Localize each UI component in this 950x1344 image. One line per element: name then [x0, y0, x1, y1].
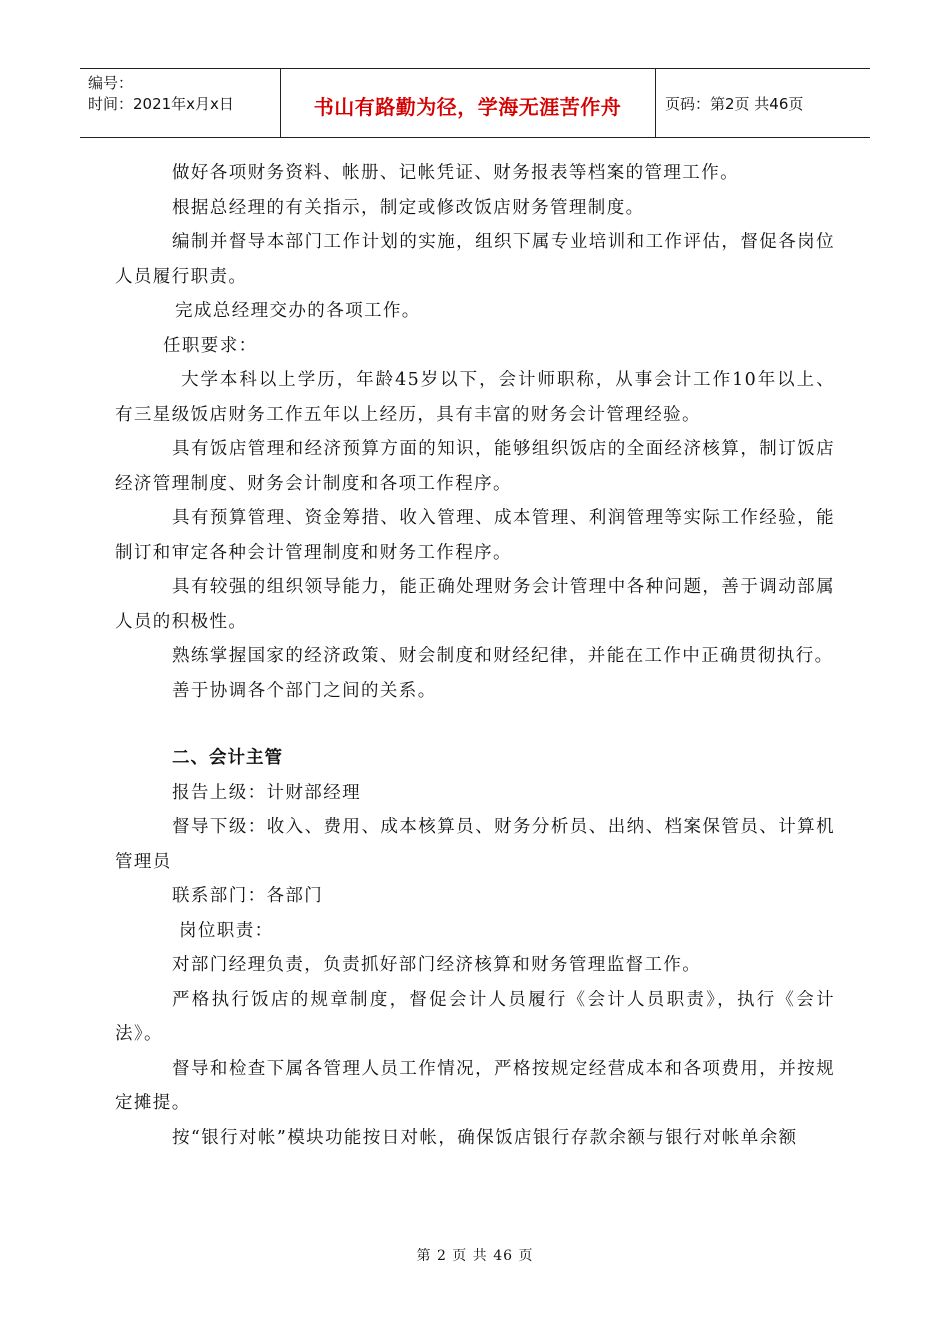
paragraph: 督导和检查下属各管理人员工作情况，严格按规定经营成本和各项费用，并按规定摊提。 — [115, 1058, 835, 1113]
page-footer: 第 2 页 共 46 页 — [416, 1248, 534, 1264]
page-header — [80, 68, 870, 138]
paragraph: 根据总经理的有关指示，制定或修改饭店财务管理制度。 — [172, 197, 645, 218]
header-divider — [655, 69, 656, 137]
paragraph: 大学本科以上学历，年龄45岁以下，会计师职称，从事会计工作10年以上、有三星级饭店财务工作五年以上经历，具有丰富的财务会计管理经验。 — [115, 370, 835, 425]
header-motto: 书山有路勤为径，学海无涯苦作舟 — [313, 95, 622, 119]
header-meta — [88, 73, 234, 115]
paragraph: 报告上级：计财部经理 — [172, 782, 361, 803]
paragraph: 具有饭店管理和经济预算方面的知识，能够组织饭店的全面经济核算，制订饭店经济管理制度、财务会计制度和各项工作程序。 — [115, 439, 835, 494]
paragraph: 编制并督导本部门工作计划的实施，组织下属专业培训和工作评估，督促各岗位人员履行职责。 — [115, 232, 835, 287]
paragraph: 善于协调各个部门之间的关系。 — [172, 680, 437, 701]
time-label: 时间：2021年x月x日 — [88, 95, 234, 113]
paragraph: 对部门经理负责，负责抓好部门经济核算和财务管理监督工作。 — [172, 955, 702, 975]
paragraph: 完成总经理交办的各项工作。 — [175, 301, 421, 321]
paragraph: 具有预算管理、资金筹措、收入管理、成本管理、利润管理等实际工作经验，能制订和审定各种会计管理制度和财务工作程序。 — [115, 508, 835, 563]
paragraph: 具有较强的组织领导能力，能正确处理财务会计管理中各种问题，善于调动部属人员的积极性。 — [115, 577, 835, 632]
number-label: 编号： — [88, 74, 134, 92]
paragraph: 督导下级：收入、费用、成本核算员、财务分析员、出纳、档案保管员、计算机管理员 — [115, 817, 835, 872]
section-title: 二、会计主管 — [172, 748, 283, 768]
paragraph: 联系部门：各部门 — [172, 886, 324, 906]
header-page-info: 页码：第2页 共46页 — [665, 95, 804, 113]
subheading: 任职要求： — [163, 335, 258, 356]
paragraph: 严格执行饭店的规章制度，督促会计人员履行《会计人员职责》，执行《会计法》。 — [115, 989, 835, 1044]
paragraph: 按“银行对帐”模块功能按日对帐，确保饭店银行存款余额与银行对帐单余额 — [172, 1127, 798, 1148]
document-body — [115, 156, 835, 1155]
paragraph: 做好各项财务资料、帐册、记帐凭证、财务报表等档案的管理工作。 — [172, 163, 739, 183]
paragraph: 熟练掌握国家的经济政策、财会制度和财经纪律，并能在工作中正确贯彻执行。 — [172, 646, 834, 666]
subheading: 岗位职责： — [179, 920, 274, 941]
